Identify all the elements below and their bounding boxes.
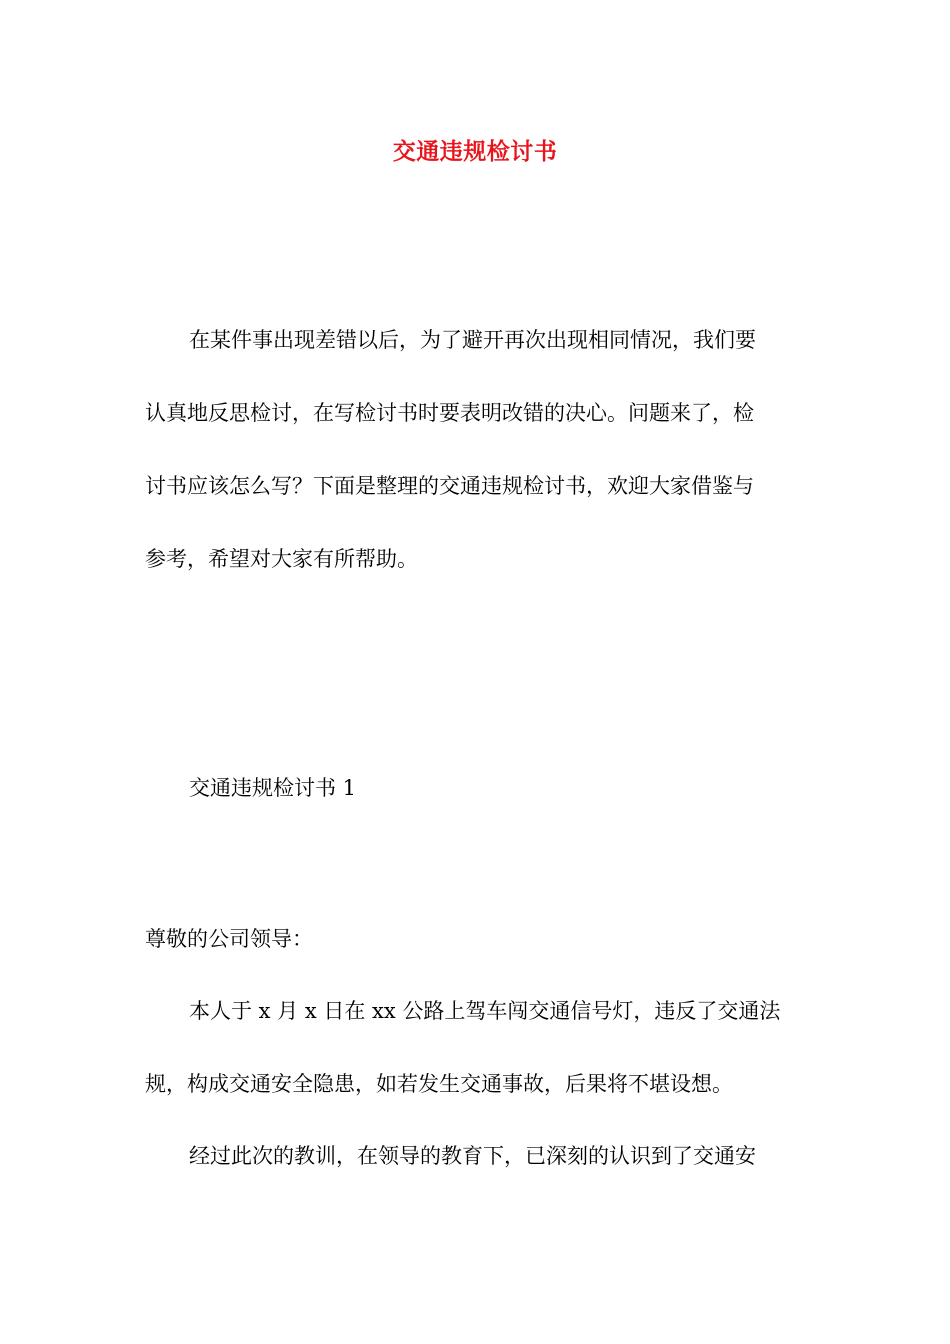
section-heading [145,752,805,825]
body-line: 规，构成交通安全隐患，如若发生交通事故，后果将不堪设想。 [145,1072,733,1096]
intro-line: 在某件事出现差错以后，为了避开再次出现相同情况，我们要 [189,328,756,352]
salutation [145,903,805,976]
body-line: 本人于 x 月 x 日在 xx 公路上驾车闯交通信号灯，违反了交通法 [189,999,781,1023]
salutation-text: 尊敬的公司领导： [145,927,313,951]
section-heading-text: 交通违规检讨书 1 [189,776,357,800]
body-paragraph-1 [145,975,805,1121]
intro-line: 认真地反思检讨，在写检讨书时要表明改错的决心。问题来了，检 [145,401,754,425]
intro-line: 参考，希望对大家有所帮助。 [145,547,418,571]
intro-paragraph [145,304,805,596]
intro-line: 讨书应该怎么写？下面是整理的交通违规检讨书，欢迎大家借鉴与 [145,474,754,498]
document-title: 交通违规检讨书 [392,138,558,165]
body-paragraph-2 [145,1120,805,1193]
body-line: 经过此次的教训，在领导的教育下，已深刻的认识到了交通安 [189,1144,756,1168]
